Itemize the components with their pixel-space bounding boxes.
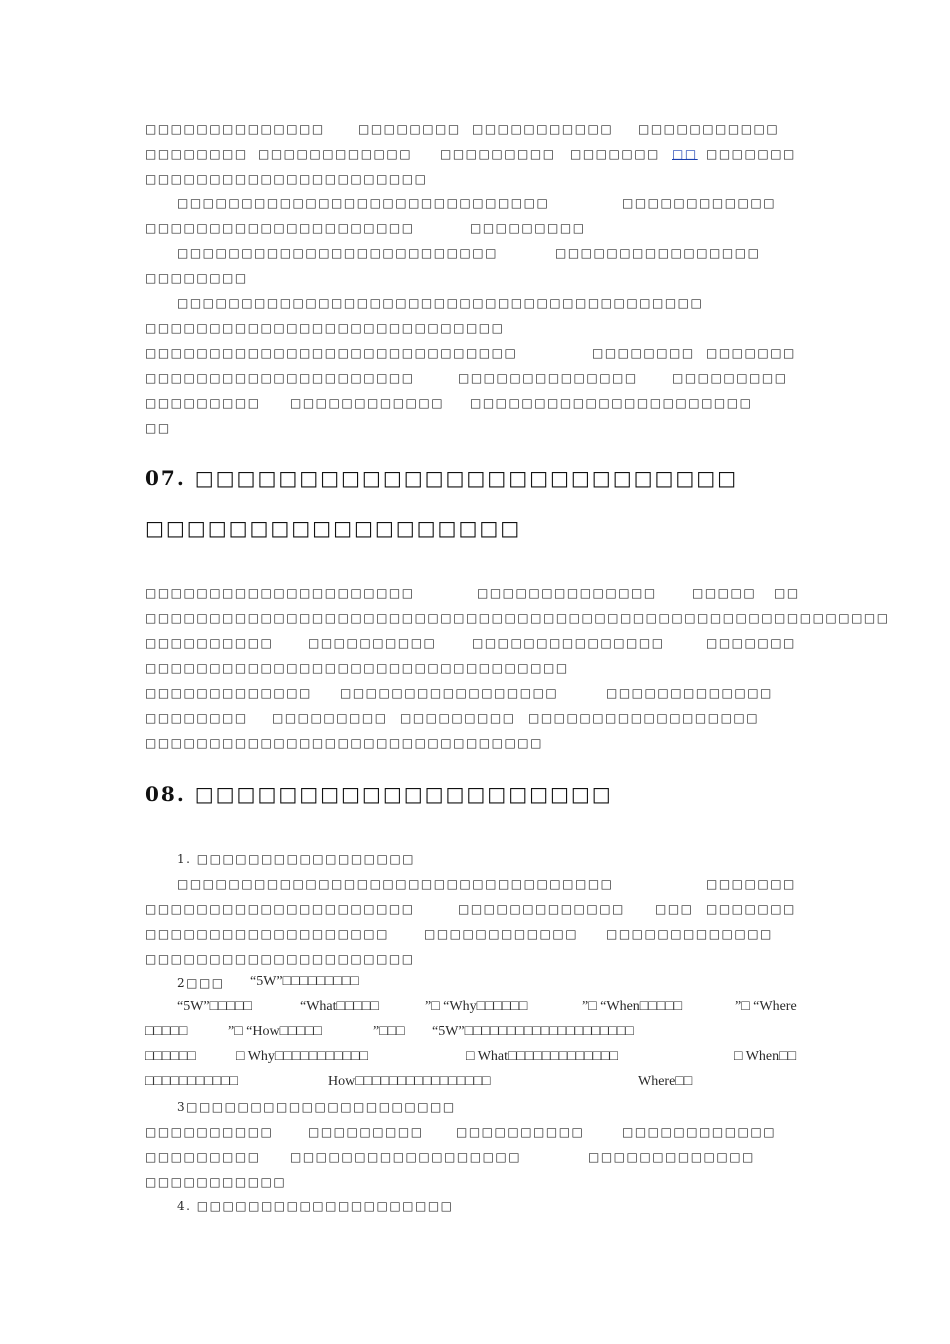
body-text: □□□□□□□ (706, 346, 796, 360)
section-heading-07: 07. □□□□□□□□□□□□□□□□□□□□□□□□□□ (145, 466, 739, 490)
5w-item: □ What□□□□□□□□□□□□□ (466, 1049, 618, 1064)
body-text: □□□□□□□□□□□□□□□□□□□□□□□□□□□□□ (145, 346, 518, 360)
body-text: □□□□□□□□□□□□□□□□□□ (528, 711, 760, 725)
section-heading-08: 08. □□□□□□□□□□□□□□□□□□□□ (145, 782, 613, 806)
body-text: □□□□□□□□□□□□□ (606, 927, 773, 941)
body-text: □□□□□□□□□□□□□□□□□□□□□ (145, 902, 415, 916)
body-text: □□□□□□□□□ (672, 371, 788, 385)
list-item-2-term: “5W”□□□□□□□□□ (250, 974, 359, 989)
body-text: □□□□□□□□□□□□□□□□□□□□□□ (470, 396, 753, 410)
body-text: □□□□□□□□□ (440, 147, 556, 161)
body-text: □□ (774, 586, 800, 600)
body-text: □□□□□□□□□□□□□□□□□□□□□□□□□□□□□□□□□ (145, 661, 569, 675)
5w-item: □□□□□ (145, 1024, 188, 1039)
5w-item: □ Why□□□□□□□□□□□ (236, 1049, 368, 1064)
body-text: □□□□□□□□ (592, 346, 695, 360)
body-text: □□□□□□□□□□□□□□□□□□□□□□□□□ (177, 246, 498, 260)
5w-item: Where□□ (638, 1074, 693, 1089)
body-text: □□□□□□□ (706, 636, 796, 650)
section-heading-07-continued: □□□□□□□□□□□□□□□□□□ (145, 516, 522, 540)
body-text: □□□□□□□ (706, 147, 796, 161)
body-text: □□□□□□□□□□□□□□ (477, 586, 657, 600)
body-text: □□□□□□□□□□□□□□□□□□□□□□□□□□□□□□□□□□□□□□□□□ (177, 296, 704, 310)
body-text: □□□□□□□□□□□ (145, 1175, 287, 1189)
body-text: □□□□□□□□□□□□ (622, 196, 777, 210)
body-text: □□□□□□□□□□□ (472, 122, 614, 136)
5w-item: “5W”□□□□□ (177, 999, 252, 1014)
5w-item: “5W”□□□□□□□□□□□□□□□□□□□□ (432, 1024, 634, 1039)
body-text: □□□□□□□□ (145, 147, 248, 161)
body-text: □□□□□□□□□□ (145, 636, 274, 650)
body-text: □□□□□□□□□□□□□□□□□□ (290, 1150, 522, 1164)
5w-item: ”□ “How□□□□□ (228, 1024, 322, 1039)
body-text: □□□□□□□□□□□□□□ (145, 122, 325, 136)
body-text: □□□□□□□□□□□□□□□□□□□□□□□□□□□□□□□ (145, 736, 543, 750)
list-item-1: 1. □□□□□□□□□□□□□□□□□ (177, 852, 416, 866)
5w-item: ”□□□ (373, 1024, 405, 1039)
list-item-2-prefix: 2□□□ (177, 976, 225, 990)
body-text: □□□□□□□□□□□□□ (588, 1150, 755, 1164)
body-text: □□□□□□□□□□□□□ (606, 686, 773, 700)
body-text: □□□□□□□□□□□ (638, 122, 780, 136)
list-item-4: 4. □□□□□□□□□□□□□□□□□□□□ (177, 1199, 454, 1213)
5w-item: ”□ “When□□□□□ (582, 999, 683, 1014)
body-text: □□□□□□□□ (145, 271, 248, 285)
body-text: □□□□□□□□□□□□□□□□□□□□□□□□□□□□□□□□□□□□□□□□□□□□□□□□□□□□□□□□□□ (145, 611, 890, 625)
5w-item: □□□□□□ (145, 1049, 196, 1064)
body-text: □□□□□□□□□□□□□□□ (472, 636, 665, 650)
body-text: □□□□□□□□□□ (145, 1125, 274, 1139)
body-text: □□□□□□□ (570, 147, 660, 161)
body-text: □□□□□□□□□□□□□ (458, 902, 625, 916)
body-text: □□□□□□□□ (358, 122, 461, 136)
body-text: □□□□□□□□□□□□□□□□□□□□□ (145, 221, 415, 235)
body-text: □□□□□□□ (706, 877, 796, 891)
5w-item: □□□□□□□□□□□ (145, 1074, 239, 1089)
body-text: □□□□□□□□□□□□□□□□□□□□□□□□□□□□□□□□□□ (177, 877, 614, 891)
body-text: □□□□□□□□□□□□□□ (458, 371, 638, 385)
body-text: □□□□□□□□□□□□ (290, 396, 445, 410)
body-text: □□□□□□□□□□□□ (258, 147, 413, 161)
list-item-3: 3□□□□□□□□□□□□□□□□□□□□□ (177, 1100, 456, 1114)
5w-item: How□□□□□□□□□□□□□□□□ (328, 1074, 491, 1089)
body-text: □□□□□□□□□□□□□□□□□□□□□□□□□□□□ (145, 321, 505, 335)
body-text: □□□□□□□□□ (272, 711, 388, 725)
body-text: □□□□□□□□□ (145, 1150, 261, 1164)
body-text: □□□□□□□□□□□□□□□□□□□ (145, 927, 389, 941)
body-text: □□□□□□□□ (145, 711, 248, 725)
body-text: □□□□□□□□□□ (308, 636, 437, 650)
5w-item: □ When□□ (734, 1049, 797, 1064)
body-text: □□□□□□□□□□□□□□□□□□□□□ (145, 371, 415, 385)
5w-item: ”□ “Where (735, 999, 797, 1014)
body-text: □□□□□□□□□ (400, 711, 516, 725)
body-text: □□□□□□□□□□□□ (622, 1125, 777, 1139)
body-text: □□□□□□□□□ (308, 1125, 424, 1139)
body-text: □□ (145, 421, 171, 435)
body-text: □□□□□□□□□□□□□□□□□□□□□□□□□□□□□ (177, 196, 550, 210)
body-text: □□□□□□□□□□□□□□□□ (555, 246, 761, 260)
body-text: □□□□□□□□□□□□ (424, 927, 579, 941)
body-text: □□□□□□□□□□□□□□□□□□□□□ (145, 952, 415, 966)
body-text: □□□□□□□□□□□□□□□□□□□□□□ (145, 172, 428, 186)
body-text: □□□□□□□□□□□□□ (145, 686, 312, 700)
body-text: □□□□□□□□□□□□□□□□□ (340, 686, 559, 700)
body-text: □□□□□□□ (706, 902, 796, 916)
body-text: □□□□□□□□□ (145, 396, 261, 410)
body-text: □□□□□ (692, 586, 757, 600)
5w-item: ”□ “Why□□□□□□ (425, 999, 528, 1014)
body-text: □□□ (655, 902, 694, 916)
body-text: □□□□□□□□□ (470, 221, 586, 235)
inline-link[interactable]: □□ (672, 147, 698, 161)
5w-item: “What□□□□□ (300, 999, 379, 1014)
body-text: □□□□□□□□□□ (456, 1125, 585, 1139)
body-text: □□□□□□□□□□□□□□□□□□□□□ (145, 586, 415, 600)
